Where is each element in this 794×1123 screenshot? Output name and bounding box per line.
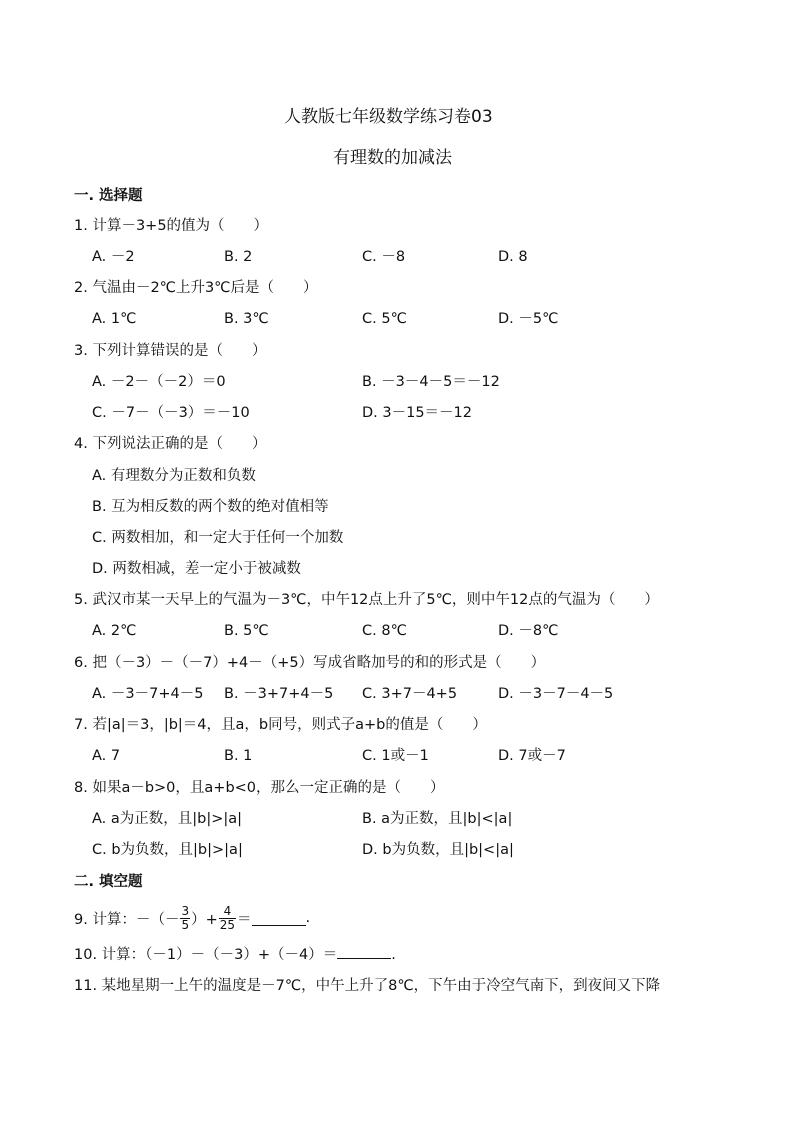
question-8-option-b: B. a为正数，且|b|<|a| xyxy=(362,811,513,827)
page-subtitle: 有理数的加减法 xyxy=(333,148,452,168)
question-8-option-a: A. a为正数，且|b|>|a| xyxy=(92,811,243,827)
question-6-option-c: C. 3+7－4+5 xyxy=(362,686,458,702)
question-1: 1. 计算－3+5的值为（ ） xyxy=(74,218,269,234)
question-4-option-a: A. 有理数分为正数和负数 xyxy=(92,468,256,484)
section-heading-fill-in: 二. 填空题 xyxy=(74,874,143,890)
question-1-option-a: A. －2 xyxy=(92,249,135,265)
question-2: 2. 气温由－2℃上升3℃后是（ ） xyxy=(74,280,318,296)
question-9-fraction-2 xyxy=(219,905,236,932)
question-9-prefix: 9. 计算：－（－ xyxy=(74,911,180,928)
question-4-option-b: B. 互为相反数的两个数的绝对值相等 xyxy=(92,499,329,515)
question-7: 7. 若|a|＝3，|b|＝4，且a，b同号，则式子a+b的值是（ ） xyxy=(74,717,487,733)
question-3-option-b: B. －3－4－5＝－12 xyxy=(362,374,500,390)
question-10-stem: 10. 计算：（－1）－（－3）+（－4）＝ xyxy=(74,947,338,963)
question-1-option-b: B. 2 xyxy=(224,249,253,265)
question-6-option-d: D. －3－7－4－5 xyxy=(498,686,614,702)
question-8-option-c: C. b为负数，且|b|>|a| xyxy=(92,842,243,858)
question-6-option-a: A. －3－7+4－5 xyxy=(92,686,204,702)
question-2-option-c: C. 5℃ xyxy=(362,311,407,327)
section-heading-choice: 一. 选择题 xyxy=(74,188,143,204)
question-4-option-c: C. 两数相加，和一定大于任何一个加数 xyxy=(92,530,344,546)
question-9-end: . xyxy=(305,910,311,926)
question-3-option-a: A. －2－（－2）＝0 xyxy=(92,374,226,390)
question-5-option-b: B. 5℃ xyxy=(224,623,269,639)
question-4-option-d: D. 两数相减，差一定小于被减数 xyxy=(92,561,301,577)
question-9-middle: ）+ xyxy=(191,911,218,928)
question-9-fraction-1 xyxy=(180,905,190,932)
question-10 xyxy=(74,944,396,964)
fraction-2-denominator: 25 xyxy=(219,917,236,932)
question-9-answer-blank[interactable] xyxy=(252,911,306,926)
question-10-end: . xyxy=(391,947,396,963)
question-9 xyxy=(74,901,310,935)
question-7-option-a: A. 7 xyxy=(92,748,121,764)
question-2-option-a: A. 1℃ xyxy=(92,311,137,327)
question-11: 11. 某地星期一上午的温度是－7℃，中午上升了8℃，下午由于冷空气南下，到夜间又下降 xyxy=(74,978,661,994)
question-6-option-b: B. －3+7+4－5 xyxy=(224,686,334,702)
question-5-option-d: D. －8℃ xyxy=(498,623,559,639)
question-5: 5. 武汉市某一天早上的气温为－3℃，中午12点上升了5℃，则中午12点的气温为（ ） xyxy=(74,592,659,608)
question-3-option-c: C. －7－（－3）＝－10 xyxy=(92,405,250,421)
question-2-option-b: B. 3℃ xyxy=(224,311,269,327)
question-8-option-d: D. b为负数，且|b|<|a| xyxy=(362,842,514,858)
question-2-option-d: D. －5℃ xyxy=(498,311,559,327)
question-7-option-d: D. 7或－7 xyxy=(498,748,566,764)
question-6: 6. 把（－3）－（－7）+4－（+5）写成省略加号的和的形式是（ ） xyxy=(74,655,546,671)
question-1-option-d: D. 8 xyxy=(498,249,528,265)
question-8: 8. 如果a－b>0，且a+b<0，那么一定正确的是（ ） xyxy=(74,780,445,796)
question-5-option-c: C. 8℃ xyxy=(362,623,407,639)
fraction-1-denominator: 5 xyxy=(181,917,190,932)
question-9-suffix: ＝ xyxy=(237,911,252,928)
question-1-option-c: C. －8 xyxy=(362,249,406,265)
fraction-2-numerator: 4 xyxy=(219,905,236,919)
question-10-answer-blank[interactable] xyxy=(337,944,391,959)
fraction-1-numerator: 3 xyxy=(181,903,190,918)
page-title: 人教版七年级数学练习卷03 xyxy=(284,107,493,127)
question-7-option-c: C. 1或－1 xyxy=(362,748,429,764)
question-5-option-a: A. 2℃ xyxy=(92,623,137,639)
question-4: 4. 下列说法正确的是（ ） xyxy=(74,436,267,452)
question-3-option-d: D. 3－15＝－12 xyxy=(362,405,473,421)
question-3: 3. 下列计算错误的是（ ） xyxy=(74,343,267,359)
question-7-option-b: B. 1 xyxy=(224,748,253,764)
